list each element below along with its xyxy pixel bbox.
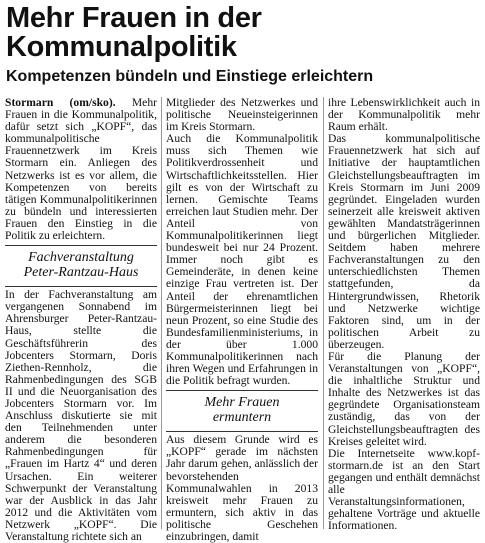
subheading-line-1: Mehr Frauen [204, 395, 280, 411]
column-2 [166, 97, 318, 543]
column-3 [328, 97, 480, 532]
subheading-line-2: Peter-Rantzau-Haus [23, 265, 139, 281]
paragraph: Das kommunalpolitische Frauennetzwerk hat sich auf Initiative der hauptamtlichen Gleichstellungsbeauftragten im Kreis Stormarn im Juni 2009 gegründet. Eingeladen wurden seinerzeit alle kreisweit aktiven gewählten Mandatsträgerinnen und bürgerlichen Mitglieder. Seitdem haben mehrere Fachveranstaltungen zu den unterschiedlichsten Themen stattgefunden, da Hintergrundwissen, Rhetorik und Netzwerke wichtige Faktoren sind, um in der politischen Arbeit zu überzeugen. [328, 132, 480, 351]
paragraph: Mitglieder des Netzwerkes und politische Neueinsteigerinnen im Kreis Stormarn. [166, 96, 318, 134]
divider [5, 286, 157, 287]
paragraph: Auch die Kommunalpolitik muss sich Themen wie Politikverdrossenheit und Wirtschaftlichkeitsstellen. Hier gilt es von der Wirtschaft zu lernen. Gemischte Teams erreichen laut Studien mehr. Der Anteil von Kommunalpolitikerinnen liegt bundesweit bei nur 24 Prozent. Immer noch gibt es Gemeinderäte, in denen keine einzige Frau vertreten ist. Der Anteil der ehrenamtlichen Bürgermeisterinnen liegt bei neun Prozent, so eine Studie des Bundesfamilienministeriums, in der über 1.000 Kommunalpolitikerinnen nach ihren Wegen und Erfahrungen in die Politik befragt wurden. [166, 132, 318, 388]
headline-line-2: Kommunalpolitik [6, 31, 237, 63]
paragraph: Die Internetseite www.kopf-stormarn.de ist an den Start gegangen und enthält demnächst alle Veranstaltungsinformationen, gehaltene Vorträge und aktuelle Informationen. [328, 446, 480, 533]
headline [6, 4, 478, 62]
subheading-line-1: Fachveranstaltung [28, 250, 134, 266]
divider [166, 390, 318, 391]
paragraph: ihre Lebenswirklichkeit auch in der Kommunalpolitik mehr Raum erhält. [328, 96, 480, 134]
divider [5, 245, 157, 246]
subheading-mehr-frauen [166, 393, 318, 428]
dateline: Stormarn (om/sko). [5, 96, 116, 109]
paragraph: Für die Planung der Veranstaltungen von „KOPF“, die inhaltliche Struktur und Inhalte des Netzwerkes ist das gegründete Organisationsteam zuständig, das von der Gleichstellungsbeauftragten des Kreises geleitet wird. [328, 349, 480, 448]
headline-line-1: Mehr Frauen in der [6, 2, 262, 34]
paragraph [5, 97, 157, 242]
paragraph: In der Fachveranstaltung am vergangenen Sonnabend im Ahrensburger Peter-Rantzau-Haus, stellte die Geschäftsführerin des Jobcenters Stormarn, Doris Ziethen-Rennholz, die Rahmenbedingungen des SGB II und die Neuorganisation des Jobcenters Stormarn vor. Im Anschluss diskutierte sie mit den Teilnehmenden unter anderem die besonderen Rahmenbedingungen für „Frauen im Hartz 4“ und deren Ursachen. Ein weiterer Schwerpunkt der Veranstaltung war der Ausblick in das Jahr 2012 und die Aktivitäten vom Netzwerk „KOPF“. Die Veranstaltung richtete sich an [5, 288, 157, 543]
divider [166, 431, 318, 432]
paragraph-text: Mehr Frauen in die Kommunalpolitik, dafür setzt sich „KOPF“, das kommunalpolitische Frauennetzwerk im Kreis Stormarn ein. Anliegen des Netzwerks ist es vor allem, die Kompetenzen von bereits tätigen Kommunalpolitikerinnen zu bündeln und interessierten Frauen den Einstieg in die Politik zu erleichtern. [5, 96, 157, 243]
paragraph: Aus diesem Grunde wird es „KOPF“ gerade im nächsten Jahr darum gehen, anlässlich der bevorstehenden Kommunalwahlen in 2013 kreisweit mehr Frauen zu ermuntern, sich aktiv in das politische Geschehen einzubringen, damit [166, 433, 318, 543]
column-divider-1 [161, 97, 162, 529]
column-1 [5, 97, 157, 543]
subheading-fachveranstaltung [5, 248, 157, 283]
subheadline: Kompetenzen bündeln und Einstiege erleichtern [6, 68, 374, 85]
subheading-line-2: ermuntern [212, 410, 272, 426]
column-divider-2 [323, 97, 324, 529]
